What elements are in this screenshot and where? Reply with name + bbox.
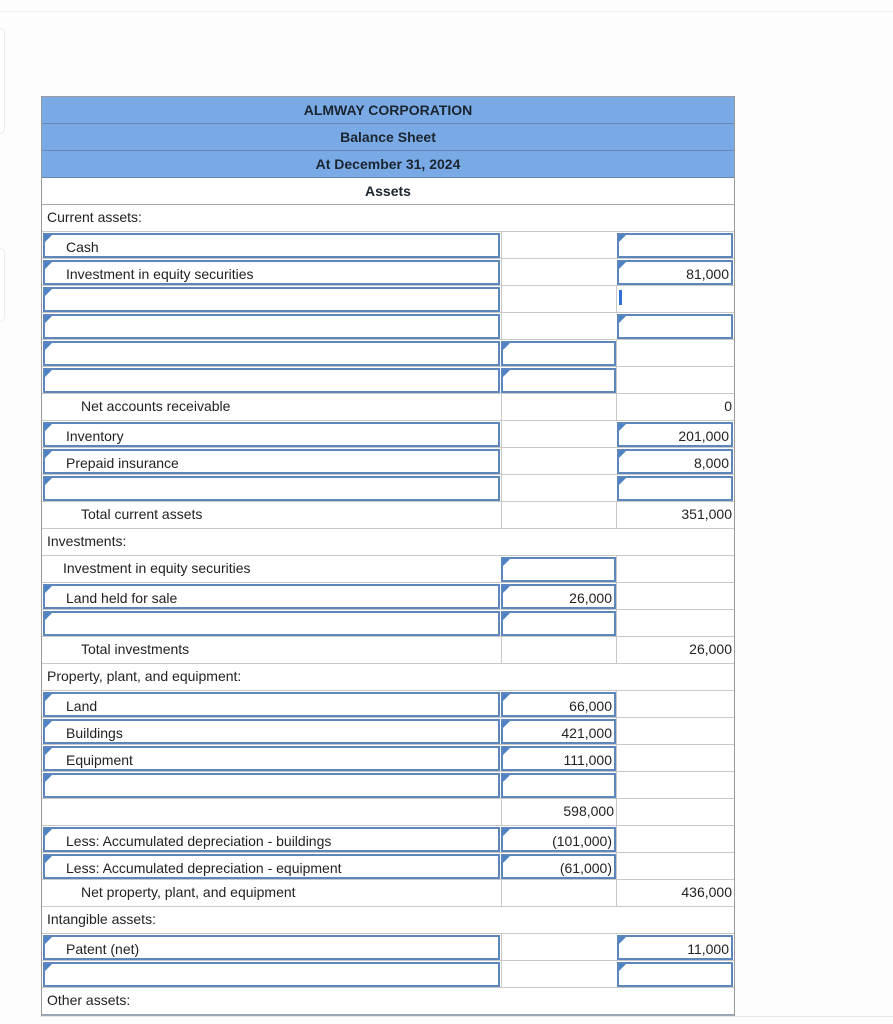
statement-title: Balance Sheet	[42, 124, 734, 151]
amount-input-empty[interactable]	[617, 962, 733, 987]
table-row	[42, 421, 734, 448]
side-panel-tab	[0, 248, 5, 322]
amount-input-land[interactable]	[501, 692, 616, 717]
dropdown-marker-icon	[45, 694, 52, 701]
account-label: Less: Accumulated depreciation - buildings	[66, 833, 332, 849]
amount-input-inventory[interactable]	[617, 422, 733, 447]
amount-input-accum-dep-buildings[interactable]	[501, 827, 616, 852]
dropdown-marker-icon	[503, 694, 510, 701]
table-row	[42, 961, 734, 988]
net-ppe-label: Net property, plant, and equipment	[81, 884, 296, 900]
top-divider	[0, 11, 893, 12]
amount-input-buildings[interactable]	[501, 719, 616, 744]
account-label: Buildings	[66, 725, 123, 741]
current-assets-heading: Current assets:	[47, 209, 142, 225]
amount-input-investment-equity[interactable]	[617, 260, 733, 285]
net-ar-value: 0	[724, 398, 732, 414]
dropdown-marker-icon	[45, 289, 52, 296]
account-label: Prepaid insurance	[66, 455, 179, 471]
amount-input-prepaid-insurance[interactable]	[617, 449, 733, 474]
account-select-empty[interactable]	[43, 341, 500, 366]
amount-value: 81,000	[686, 266, 729, 282]
amount-value: 11,000	[687, 941, 729, 957]
account-select-patent[interactable]	[43, 935, 500, 960]
table-row	[42, 637, 734, 664]
statement-date: At December 31, 2024	[42, 151, 734, 178]
account-select-empty[interactable]	[43, 611, 500, 636]
account-select-equipment[interactable]	[43, 746, 500, 771]
dropdown-marker-icon	[45, 586, 52, 593]
amount-input-empty[interactable]	[501, 368, 616, 393]
table-row	[42, 232, 734, 259]
dropdown-marker-icon	[45, 775, 52, 782]
account-label: Less: Accumulated depreciation - equipment	[66, 860, 342, 876]
ppe-heading: Property, plant, and equipment:	[47, 668, 242, 684]
table-row	[42, 691, 734, 718]
amount-value: 66,000	[569, 698, 612, 714]
table-row	[42, 367, 734, 394]
dropdown-marker-icon	[45, 424, 52, 431]
table-row	[42, 286, 734, 313]
table-row	[42, 826, 734, 853]
dropdown-marker-icon	[45, 451, 52, 458]
dropdown-marker-icon	[619, 451, 626, 458]
account-select-empty[interactable]	[43, 287, 500, 312]
dropdown-marker-icon	[619, 235, 626, 242]
account-select-accum-dep-equipment[interactable]	[43, 854, 500, 879]
account-select-investment-equity[interactable]	[43, 260, 500, 285]
company-name: ALMWAY CORPORATION	[42, 97, 734, 124]
ppe-subtotal-value: 598,000	[563, 803, 614, 819]
dropdown-marker-icon	[45, 829, 52, 836]
net-ar-label: Net accounts receivable	[81, 398, 231, 414]
dropdown-marker-icon	[45, 370, 52, 377]
amount-value: 26,000	[569, 590, 612, 606]
dropdown-marker-icon	[45, 748, 52, 755]
dropdown-marker-icon	[45, 235, 52, 242]
text-cursor	[619, 290, 622, 305]
account-label: Cash	[66, 239, 99, 255]
table-row	[42, 502, 734, 529]
dropdown-marker-icon	[503, 748, 510, 755]
account-label: Land held for sale	[66, 590, 178, 606]
account-select-empty[interactable]	[43, 476, 500, 501]
dropdown-marker-icon	[45, 613, 52, 620]
account-select-prepaid-insurance[interactable]	[43, 449, 500, 474]
dropdown-marker-icon	[503, 586, 510, 593]
dropdown-marker-icon	[503, 829, 510, 836]
dropdown-marker-icon	[619, 478, 626, 485]
table-row	[42, 934, 734, 961]
table-row	[42, 259, 734, 286]
total-current-assets-value: 351,000	[681, 506, 732, 522]
dropdown-marker-icon	[503, 775, 510, 782]
dropdown-marker-icon	[619, 316, 626, 323]
dropdown-marker-icon	[45, 856, 52, 863]
account-label: Patent (net)	[66, 941, 140, 957]
table-row	[42, 988, 734, 1016]
dropdown-marker-icon	[503, 559, 510, 566]
table-row	[42, 448, 734, 475]
amount-input-equipment[interactable]	[501, 746, 616, 771]
dropdown-marker-icon	[619, 262, 626, 269]
account-label: Investment in equity securities	[66, 266, 254, 282]
account-select-land[interactable]	[43, 692, 500, 717]
dropdown-marker-icon	[619, 937, 626, 944]
dropdown-marker-icon	[619, 424, 626, 431]
table-row	[42, 583, 734, 610]
table-row	[42, 772, 734, 799]
total-investments-label: Total investments	[81, 641, 190, 657]
table-row	[42, 340, 734, 367]
amount-value: 8,000	[693, 455, 729, 471]
table-row	[42, 907, 734, 934]
amount-value: 201,000	[678, 428, 729, 444]
dropdown-marker-icon	[45, 262, 52, 269]
table-row	[42, 718, 734, 745]
account-select-accum-dep-buildings[interactable]	[43, 827, 500, 852]
account-select-empty[interactable]	[43, 368, 500, 393]
amount-input-land-held[interactable]	[501, 584, 616, 609]
dropdown-marker-icon	[503, 856, 510, 863]
amount-input-empty[interactable]	[617, 314, 733, 339]
amount-input-accum-dep-equipment[interactable]	[501, 854, 616, 879]
balance-sheet-table	[41, 96, 735, 1016]
total-investments-value: 26,000	[689, 641, 732, 657]
section-title: Assets	[42, 178, 734, 205]
net-ppe-value: 436,000	[681, 884, 732, 900]
side-panel-tab	[0, 28, 5, 134]
dropdown-marker-icon	[45, 343, 52, 350]
investments-heading: Investments:	[47, 533, 127, 549]
account-select-cash[interactable]	[43, 233, 500, 258]
account-select-inventory[interactable]	[43, 422, 500, 447]
other-assets-heading: Other assets:	[47, 992, 131, 1008]
account-select-investment-equity-long[interactable]	[42, 556, 501, 582]
dropdown-marker-icon	[503, 613, 510, 620]
total-current-assets-label: Total current assets	[81, 506, 203, 522]
dropdown-marker-icon	[45, 478, 52, 485]
account-label: Inventory	[66, 428, 124, 444]
amount-input-cash[interactable]	[617, 233, 733, 258]
table-row	[42, 556, 734, 583]
amount-value: 111,000	[563, 752, 612, 768]
amount-input-investment-equity-long[interactable]	[501, 557, 616, 582]
dropdown-marker-icon	[45, 964, 52, 971]
table-row	[42, 880, 734, 907]
bottom-divider	[40, 1016, 893, 1017]
amount-input-active[interactable]	[616, 286, 734, 312]
amount-input-empty[interactable]	[501, 611, 616, 636]
table-row	[42, 664, 734, 691]
table-row	[42, 205, 734, 232]
amount-value: (101,000)	[552, 833, 612, 849]
dropdown-marker-icon	[45, 316, 52, 323]
table-row	[42, 853, 734, 880]
amount-input-empty[interactable]	[617, 476, 733, 501]
table-row	[42, 475, 734, 502]
amount-input-empty[interactable]	[501, 341, 616, 366]
amount-value: (61,000)	[559, 860, 612, 876]
amount-value: 421,000	[561, 725, 612, 741]
account-label: Equipment	[66, 752, 133, 768]
dropdown-marker-icon	[619, 964, 626, 971]
amount-input-patent[interactable]	[617, 935, 733, 960]
table-row	[42, 313, 734, 340]
account-select-empty[interactable]	[43, 773, 500, 798]
account-select-land-held[interactable]	[43, 584, 500, 609]
table-row	[42, 529, 734, 556]
account-select-empty[interactable]	[43, 962, 500, 987]
table-row	[42, 745, 734, 772]
table-row	[42, 799, 734, 826]
dropdown-marker-icon	[503, 343, 510, 350]
table-row	[42, 610, 734, 637]
table-row	[42, 394, 734, 421]
dropdown-marker-icon	[503, 721, 510, 728]
dropdown-marker-icon	[45, 721, 52, 728]
account-label: Investment in equity securities	[63, 560, 251, 576]
dropdown-marker-icon	[503, 370, 510, 377]
amount-input-empty[interactable]	[501, 773, 616, 798]
account-select-empty[interactable]	[43, 314, 500, 339]
dropdown-marker-icon	[45, 937, 52, 944]
account-label: Land	[66, 698, 98, 714]
intangibles-heading: Intangible assets:	[47, 911, 156, 927]
account-select-buildings[interactable]	[43, 719, 500, 744]
